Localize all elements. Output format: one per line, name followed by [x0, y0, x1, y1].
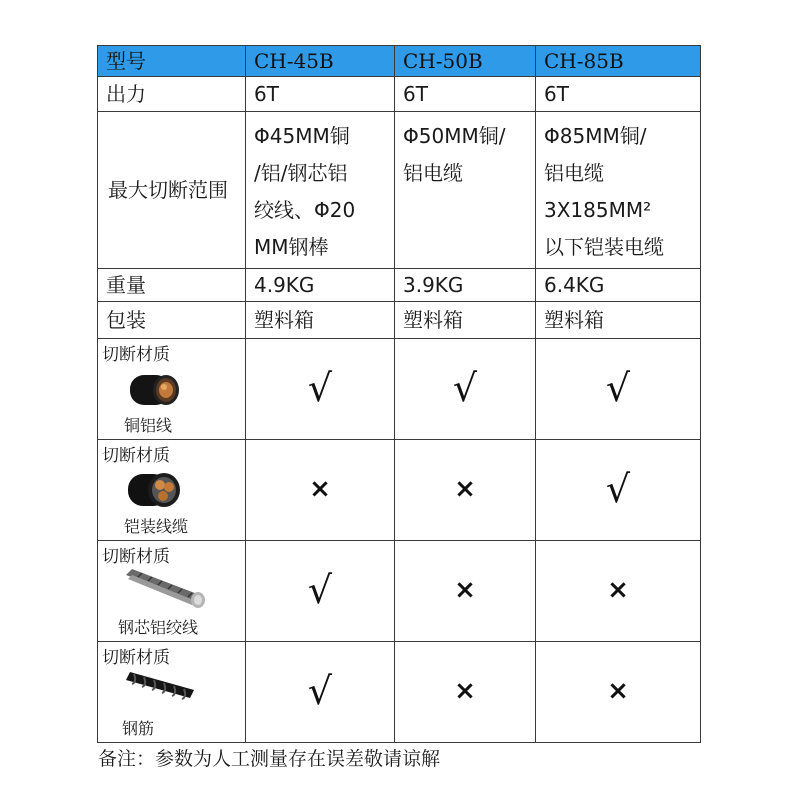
- check-mark: √: [452, 366, 478, 411]
- material-cell: [98, 541, 246, 642]
- mark-cell: [246, 339, 395, 440]
- range-line: 3X185MM²: [544, 198, 652, 222]
- mark-cell: [395, 541, 536, 642]
- packaging-label: 包装: [98, 302, 246, 339]
- packaging-value: 塑料箱: [246, 302, 395, 339]
- range-line: 绞线、Φ20: [254, 198, 356, 222]
- range-line: 以下铠装电缆: [544, 235, 664, 259]
- cutting-range-value: [395, 112, 536, 269]
- table-row-weight: [98, 269, 701, 302]
- packaging-value: 塑料箱: [395, 302, 536, 339]
- cutting-range-value: [246, 112, 395, 269]
- mark-cell: [536, 541, 701, 642]
- range-line: /铝/钢芯铝: [254, 161, 348, 185]
- material-name: 铠装线缆: [124, 516, 189, 536]
- copper-aluminum-cable-icon: [124, 367, 184, 411]
- model-ch50b: CH-50B: [395, 46, 536, 77]
- steel-core-aluminum-strand-icon: [124, 569, 214, 613]
- mark-cell: [246, 541, 395, 642]
- range-line: 铝电缆: [403, 161, 463, 185]
- weight-value: 3.9KG: [395, 269, 536, 302]
- material-title: 切断材质: [102, 547, 170, 567]
- check-mark: √: [605, 366, 631, 411]
- check-mark: √: [307, 366, 333, 411]
- table-row-material: [98, 339, 701, 440]
- table-row-packaging: [98, 302, 701, 339]
- check-mark: √: [605, 467, 631, 512]
- table-row-cutting-range: [98, 112, 701, 269]
- packaging-value: 塑料箱: [536, 302, 701, 339]
- mark-cell: [536, 339, 701, 440]
- weight-value: 4.9KG: [246, 269, 395, 302]
- output-value: 6T: [246, 77, 395, 112]
- material-cell: [98, 339, 246, 440]
- spec-table: [97, 45, 701, 743]
- table-row-material: [98, 541, 701, 642]
- cutting-range-value: [536, 112, 701, 269]
- material-name: 钢筋: [122, 718, 155, 738]
- mark-cell: [536, 440, 701, 541]
- material-title: 切断材质: [102, 345, 170, 365]
- mark-cell: [246, 440, 395, 541]
- check-mark: √: [307, 568, 333, 613]
- output-value: 6T: [395, 77, 536, 112]
- range-line: Φ85MM铜/: [544, 124, 647, 148]
- cutting-range-label: 最大切断范围: [98, 112, 246, 269]
- material-title: 切断材质: [102, 446, 170, 466]
- material-title: 切断材质: [102, 648, 170, 668]
- mark-cell: [536, 642, 701, 743]
- mark-cell: [395, 642, 536, 743]
- range-line: MM钢棒: [254, 235, 329, 259]
- range-line: 铝电缆: [544, 161, 604, 185]
- mark-cell: [395, 339, 536, 440]
- output-label: 出力: [98, 77, 246, 112]
- footnote: 备注：参数为人工测量存在误差敬请谅解: [98, 748, 441, 770]
- model-ch45b: CH-45B: [246, 46, 395, 77]
- cross-mark: ×: [309, 474, 331, 505]
- mark-cell: [246, 642, 395, 743]
- cross-mark: ×: [454, 474, 476, 505]
- range-line: Φ45MM铜: [254, 124, 350, 148]
- weight-label: 重量: [98, 269, 246, 302]
- header-label: 型号: [98, 46, 246, 77]
- check-mark: √: [307, 669, 333, 714]
- rebar-icon: [124, 670, 204, 710]
- material-cell: [98, 440, 246, 541]
- table-header-row: [98, 46, 701, 77]
- mark-cell: [395, 440, 536, 541]
- cross-mark: ×: [607, 575, 629, 606]
- material-name: 铜铝线: [124, 415, 173, 435]
- material-cell: [98, 642, 246, 743]
- cross-mark: ×: [607, 676, 629, 707]
- range-line: Φ50MM铜/: [403, 124, 506, 148]
- weight-value: 6.4KG: [536, 269, 701, 302]
- cross-mark: ×: [454, 676, 476, 707]
- armored-cable-icon: [124, 468, 184, 512]
- table-row-material: [98, 642, 701, 743]
- table-row-output: [98, 77, 701, 112]
- table-row-material: [98, 440, 701, 541]
- material-name: 钢芯铝绞线: [118, 617, 199, 637]
- cross-mark: ×: [454, 575, 476, 606]
- output-value: 6T: [536, 77, 701, 112]
- model-ch85b: CH-85B: [536, 46, 701, 77]
